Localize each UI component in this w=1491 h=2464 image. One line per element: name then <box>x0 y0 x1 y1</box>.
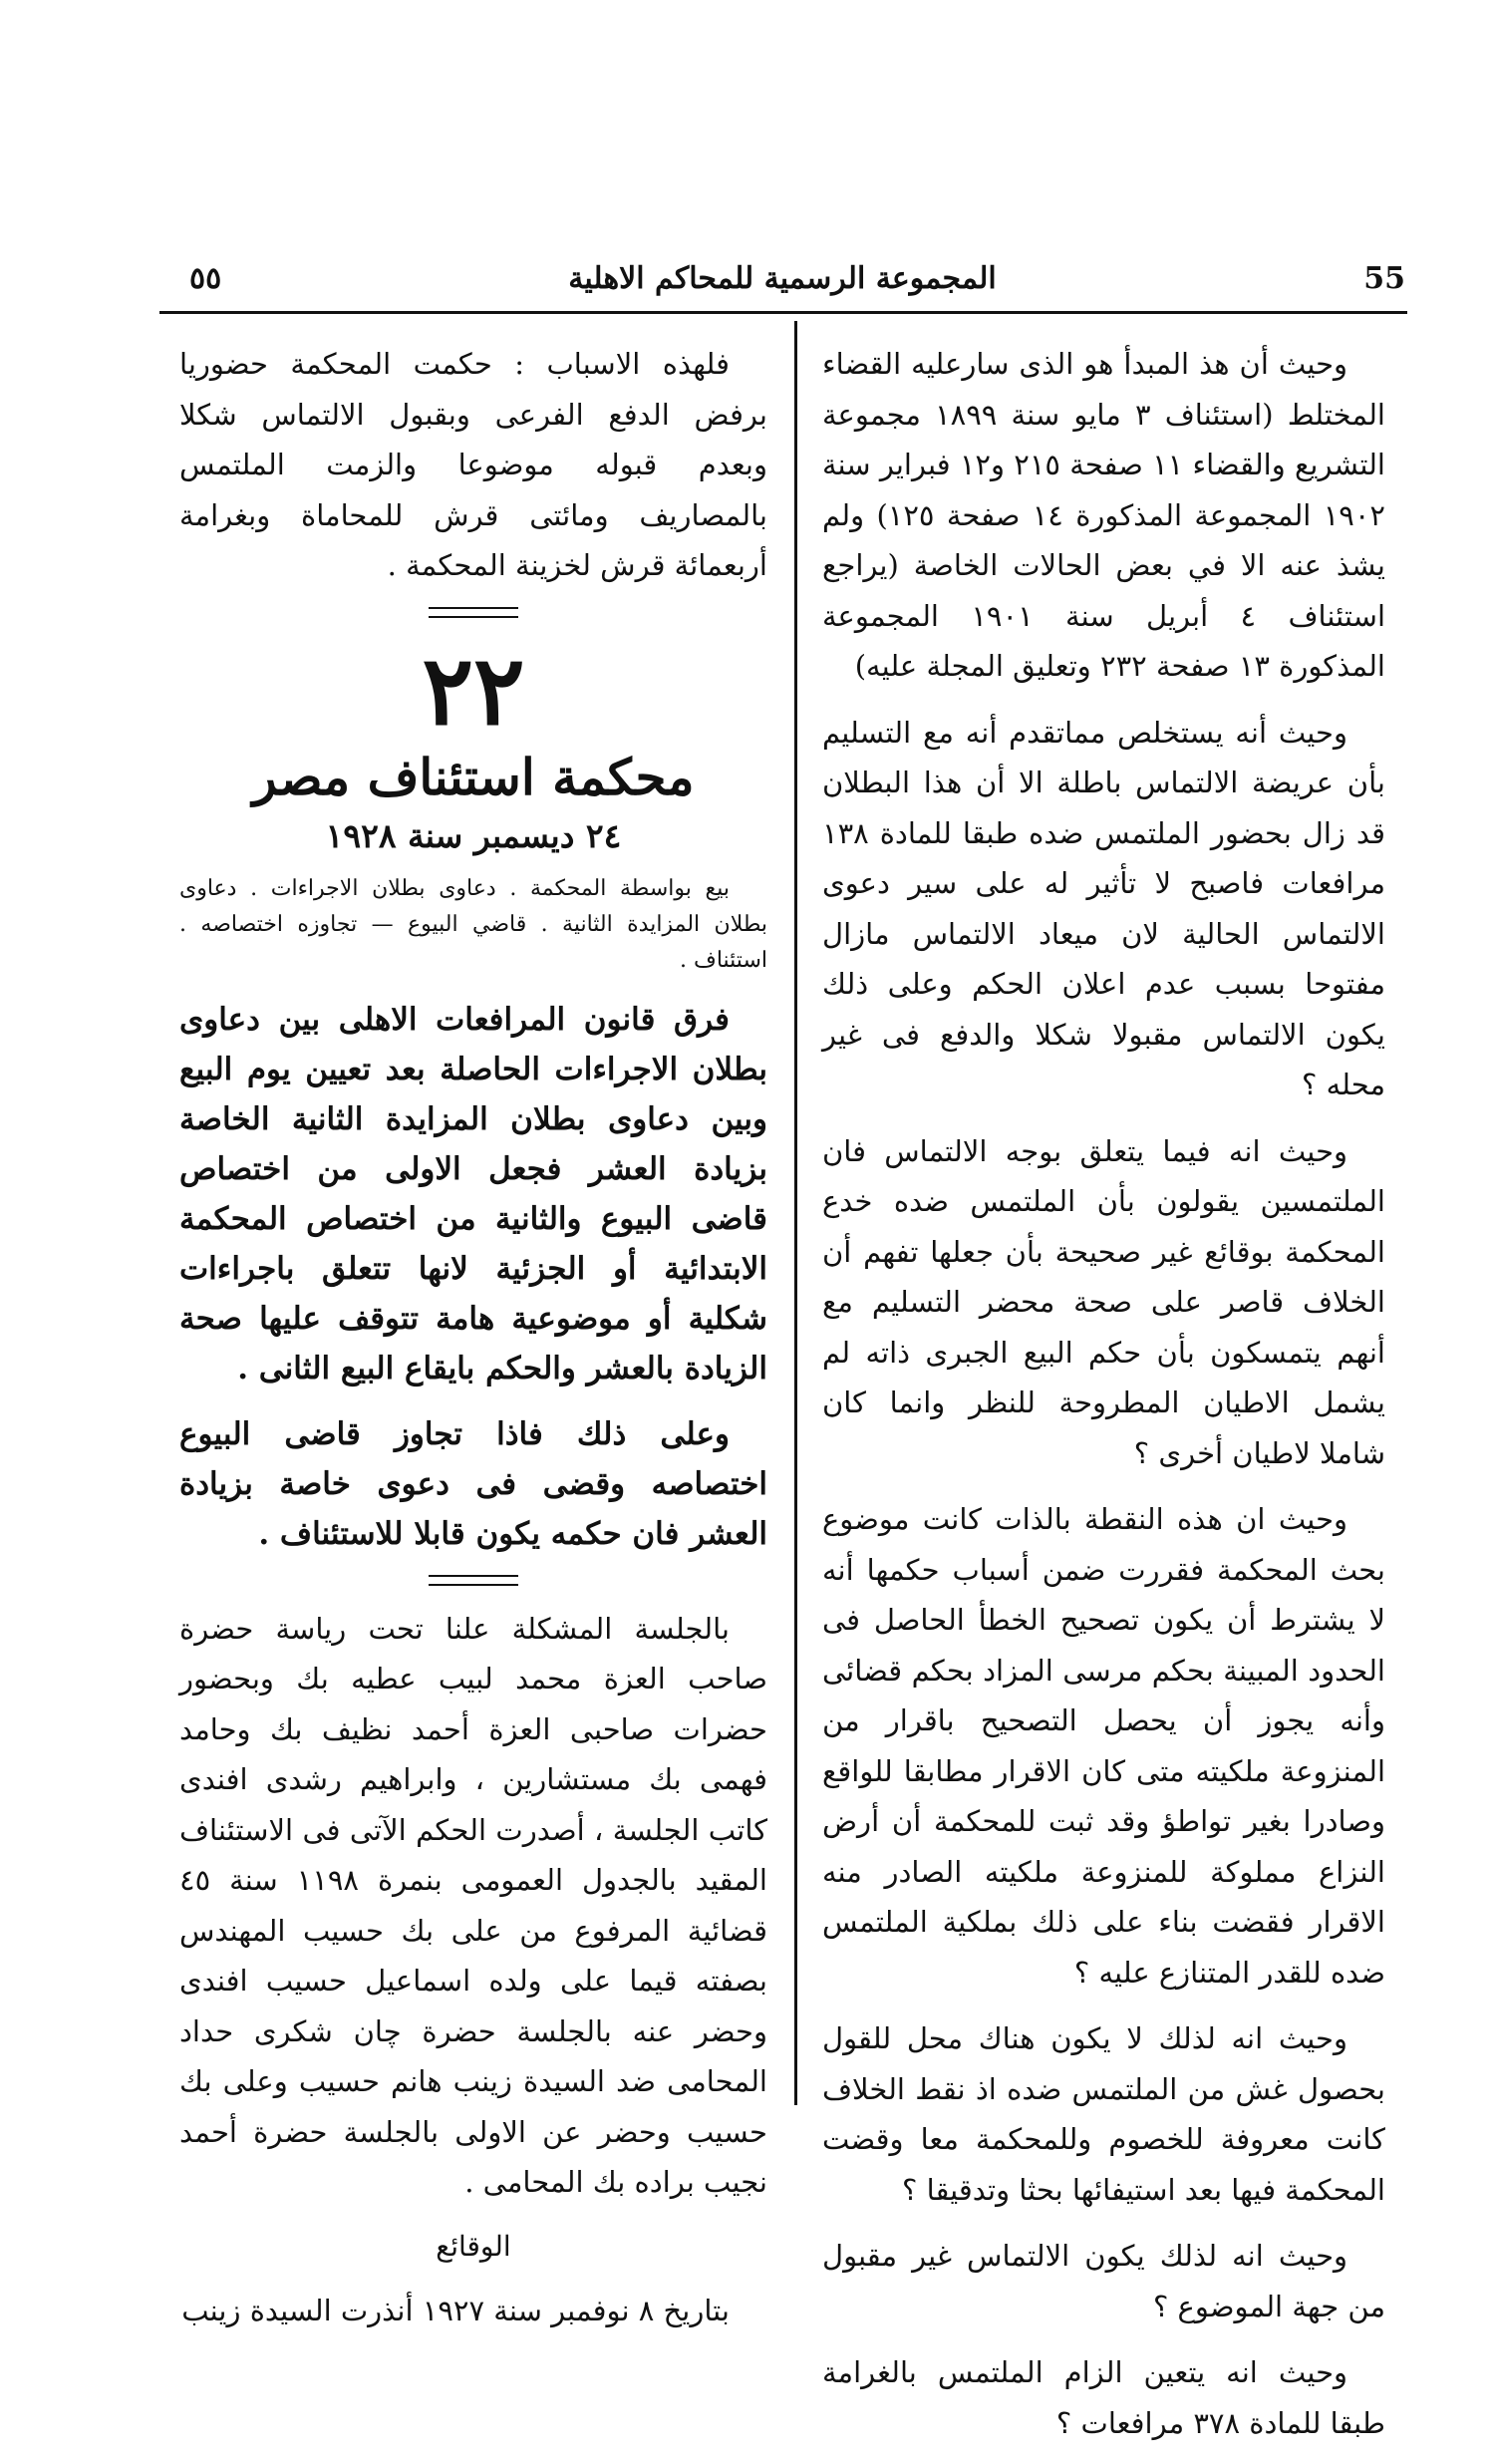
header-rule <box>159 311 1407 314</box>
separator <box>429 1575 518 1586</box>
left-column <box>179 339 767 2351</box>
paragraph: وحيث انه فيما يتعلق بوجه الالتماس فان الملتمسين يقولون بأن الملتمس ضده خدع المحكمة بوقائع غير صحيحة بأن جعلها تفهم أن الخلاف قاصر على صحة محضر التسليم مع أنهم يتمسكون بأن حكم البيع الجبرى ذاته لم يشمل الاطيان المطروحة للنظر وانما كان شاملا لاطيان أخرى ؟ <box>822 1133 1385 1470</box>
case-date: ٢٤ ديسمبر سنة ١٩٢٨ <box>325 815 622 855</box>
facts-heading: الوقائع <box>436 2229 511 2263</box>
summary-paragraph: وعلى ذلك فاذا تجاوز قاضى البيوع اختصاصه وقضى فى دعوى خاصة بزيادة العشر فان حكمه يكون قابلا للاستئناف . <box>179 1415 767 1552</box>
court-name: محكمة استئناف مصر <box>252 747 695 806</box>
running-title: المجموعة الرسمية للمحاكم الاهلية <box>568 261 997 296</box>
session-paragraph: بالجلسة المشكلة علنا تحت رياسة حضرة صاحب العزة محمد لبيب عطيه بك وبحضور حضرات صاحبى العزة أحمد نظيف بك وحامد فهمى بك مستشارين ، وابراهيم رشدى افندى كاتب الجلسة ، أصدرت الحكم الآتى فى الاستئناف المقيد بالجدول العمومى بنمرة ١١٩٨ سنة ٤٥ قضائية المرفوع من على بك حسيب المهندس بصفته قيما على ولده اسماعيل حسيب افندى وحضر عنه بالجلسة حضرة چان شكرى حداد المحامى ضد السيدة زينب هانم حسيب وعلى بك حسيب وحضر عن الاولى بالجلسة حضرة أحمد نجيب براده بك المحامى . <box>179 1611 767 2199</box>
facts-paragraph: بتاريخ ٨ نوفمبر سنة ١٩٢٧ أنذرت السيدة زينب <box>181 2293 730 2327</box>
paragraph: وحيث ان هذه النقطة بالذات كانت موضوع بحث المحكمة فقررت ضمن أسباب حكمها أنه لا يشترط أن يكون تصحيح الخطأ الحاصل فى الحدود المبينة بحكم مرسى المزاد بحكم قضائى وأنه يجوز أن يحصل التصحيح باقرار من المنزوعة ملكيته متى كان الاقرار مطابقا للواقع وصادرا بغير تواطؤ وقد ثبت للمحكمة أن أرض النزاع مملوكة للمنزوعة ملكيته الصادر منه الاقرار فقضت بناء على ذلك بملكية الملتمس ضده للقدر المتنازع عليه ؟ <box>822 1502 1385 1990</box>
page-number-latin: 55 <box>1363 261 1405 296</box>
page-number-arabic: ٥٥ <box>189 261 222 296</box>
right-column <box>822 339 1385 2464</box>
paragraph: وحيث أن هذ المبدأ هو الذى سارعليه القضاء المختلط (استئناف ٣ مايو سنة ١٨٩٩ مجموعة التشريع والقضاء ١١ صفحة ٢١٥ و١٢ فبراير سنة ١٩٠٢ المجموعة المذكورة ١٤ صفحة ١٢٥) ولم يشذ عنه الا في بعض الحالات الخاصة (يراجع استئناف ٤ أبريل سنة ١٩٠١ المجموعة المذكورة ١٣ صفحة ٢٣٢ وتعليق المجلة عليه) <box>822 347 1386 683</box>
paragraph: وحيث انه يتعين الزام الملتمس بالغرامة طبقا للمادة ٣٧٨ مرافعات ؟ <box>822 2355 1385 2440</box>
summary-paragraph: فرق قانون المرافعات الاهلى بين دعاوى بطلان الاجراءات الحاصلة بعد تعيين يوم البيع وبين دعاوى بطلان المزايدة الثانية الخاصة بزيادة العشر فجعل الاولى من اختصاص قاضى البيوع والثانية من اختصاص المحكمة الابتدائية أو الجزئية لانها تتعلق باجراءات شكلية أو موضوعية هامة تتوقف عليها صحة الزيادة بالعشر والحكم بايقاع البيع الثانى . <box>179 1001 767 1386</box>
separator <box>429 607 518 618</box>
paragraph: وحيث أنه يستخلص مماتقدم أنه مع التسليم بأن عريضة الالتماس باطلة الا أن هذا البطلان قد زال بحضور الملتمس ضده طبقا للمادة ١٣٨ مرافعات فاصبح لا تأثير له على سير دعوى الالتماس الحالية لان ميعاد الالتماس مازال مفتوحا بسبب عدم اعلان الحكم وعلى ذلك يكون الالتماس مقبولا شكلا والدفع فى غير محله ؟ <box>822 715 1385 1101</box>
column-divider <box>794 321 797 2105</box>
page-header <box>159 254 1405 310</box>
keywords: بيع بواسطة المحكمة . دعاوى بطلان الاجراءات . دعاوى بطلان المزايدة الثانية . قاضي البيوع — تجاوزه اختصاصه . استئناف . <box>179 875 767 973</box>
paragraph: وحيث انه لذلك لا يكون هناك محل للقول بحصول غش من الملتمس ضده اذ نقط الخلاف كانت معروفة للخصوم وللمحكمة معا وقضت المحكمة فيها بعد استيفائها بحثا وتدقيقا ؟ <box>822 2021 1385 2207</box>
paragraph: وحيث انه لذلك يكون الالتماس غير مقبول من جهة الموضوع ؟ <box>822 2239 1385 2323</box>
ruling-paragraph: فلهذه الاسباب : حكمت المحكمة حضوريا برفض الدفع الفرعى وبقبول الالتماس شكلا وبعدم قبوله موضوعا والزمت الملتمس بالمصاريف ومائتى قرش للمحاماة وبغرامة أربعمائة قرش لخزينة المحكمة . <box>179 347 767 582</box>
case-number: ٢٢ <box>422 633 525 747</box>
